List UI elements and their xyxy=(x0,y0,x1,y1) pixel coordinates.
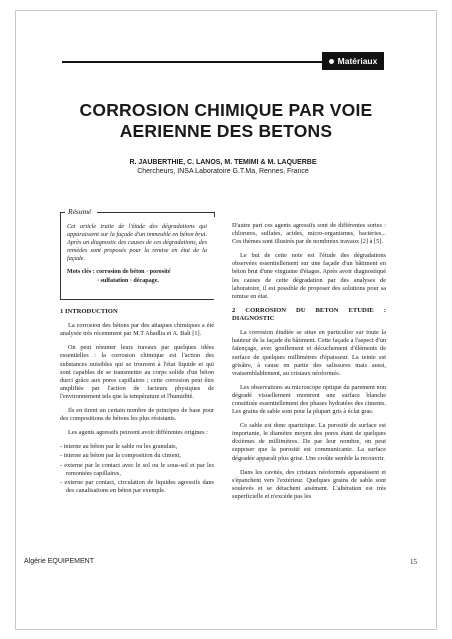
paragraph: Les observations au microscope optique du parement non dégradé visuellement montrent une surface blanche constituée essentiellement des phases hydratées des ciments. Les grains de sable sont pour la plupart gris à éclat gras. xyxy=(232,383,386,416)
section-tag-label: Matériaux xyxy=(337,56,378,66)
paragraph: Ils en tirent un certain nombre de principes de base pour des compositions de bétons les plus résistants. xyxy=(60,407,214,423)
title-line-2: AERIENNE DES BETONS xyxy=(119,121,333,141)
keywords xyxy=(67,268,211,285)
article-title xyxy=(40,100,412,142)
section-tag xyxy=(322,52,384,70)
page-number: 15 xyxy=(410,558,417,566)
list-item: - interne au béton par le sable ou les granulats, xyxy=(60,443,178,451)
bullet-icon xyxy=(329,59,334,64)
abstract-heading: Résumé xyxy=(68,207,92,216)
paragraph: La corrosion étudiée se situe en particulier sur toute la hauteur de la façade du bâtiment. Cette façade a l'aspect d'un faïençage, avec gonflement et décuchement d'éléments de surface de quelques millimètres d'épaisseur. La teinte est grisâtre, à cause en partie des salissures mais aussi, vraisemblablement, au cristaux néoformés. xyxy=(232,329,386,377)
list-item: - interne au béton par la composition du ciment, xyxy=(60,452,181,460)
list-item: - externe par contact, circulation de liquides agressifs dans des canalisations en béton par exemple. xyxy=(60,478,214,494)
title-line-1: CORROSION CHIMIQUE PAR VOIE xyxy=(79,100,373,120)
abstract-corner xyxy=(61,212,65,213)
paragraph: D'autre part ces agents agressifs sont de différentes sortes : chlorures, sulfates, acides, micro-organismes, bactéries... Ces thèmes sont illustrés par de nombreux travaux [2] à [5]. xyxy=(232,222,386,246)
paragraph: La corrosion des bétons par des attaques chimiques a été analysée très récemment par M.T Abadlia et A. Bali [1]. xyxy=(60,322,214,338)
left-column xyxy=(60,308,214,496)
abstract-right-tick xyxy=(214,212,215,217)
paragraph: On peut résumer leurs travaux par quelques idées essentielles : la corrosion chimique est l'action des substances nuisibles qui se trouvent à l'état liquide et qui sont capables de se transmettre au corps solide d'un béton durci grâce aux pores capillaires ; cette corrosion peut être amplifiée par l'action de facteurs physiques de l'environnement tels que la température et l'humidité. xyxy=(60,344,214,400)
list-item: - externe par le contact avec le sol ou le sous-sol et par les remontées capillaires, xyxy=(60,461,214,477)
abstract-top-rule xyxy=(97,212,214,213)
abstract-text: Cet article traite de l'étude des dégradations qui apparaissent sur la façade d'un immeuble en béton brut. Après un diagnostic des causes de ces dégradations, des remèdes sont proposés pour la remise en état de la façade. xyxy=(67,223,207,262)
keywords-line-2: · sulfatation · décapage. xyxy=(97,277,159,284)
paragraph: Les agents agressifs peuvent avoir différentes origines : xyxy=(68,429,208,437)
abstract-box xyxy=(60,207,214,300)
authors: R. JAUBERTHIE, C. LANOS, M. TEMIMI & M. LAQUERBE xyxy=(129,159,317,166)
right-column xyxy=(232,222,386,507)
journal-name: Algérie EQUIPEMENT xyxy=(24,558,95,565)
origins-list xyxy=(60,443,214,495)
paragraph: Dans les cavités, des cristaux néoformés apparaissent et s'épanchent vers l'extérieur. Quelques grains de sable sont soulevés et se détachent aisément. L'altération est très superficielle et n'excède pas les xyxy=(232,468,386,500)
paragraph: Ce sable est donc quartzique. La porosité de surface est importante, le diamètre moyen des pores étant de quelques dixièmes de millimètres. De par leur nombre, on peut supposer que la porosité est communicante. La surface dégradée apparaît plus grise. Une croûte semble la recouvrir. xyxy=(232,422,386,462)
affiliation: Chercheurs, INSA Laboratoire G.T.Ma, Rennes, France xyxy=(137,168,309,175)
keywords-line-1: Mots clés : corrosion de béton · porosité xyxy=(67,269,171,275)
section-heading-diagnostic: 2 CORROSION DU BETON ETUDIE : DIAGNOSTIC xyxy=(232,306,386,323)
paragraph: Le but de cette note est l'étude des dégradations observées essentiellement sur une façade d'un bâtiment en béton brut d'une vingtaine d'étages. Après avoir diagnostiqué les causes de cette dégradation par des analyses de laboratoire, il est possible de proposer des solutions pour sa remise en état. xyxy=(232,252,386,300)
section-heading-introduction: 1 INTRODUCTION xyxy=(60,308,118,315)
